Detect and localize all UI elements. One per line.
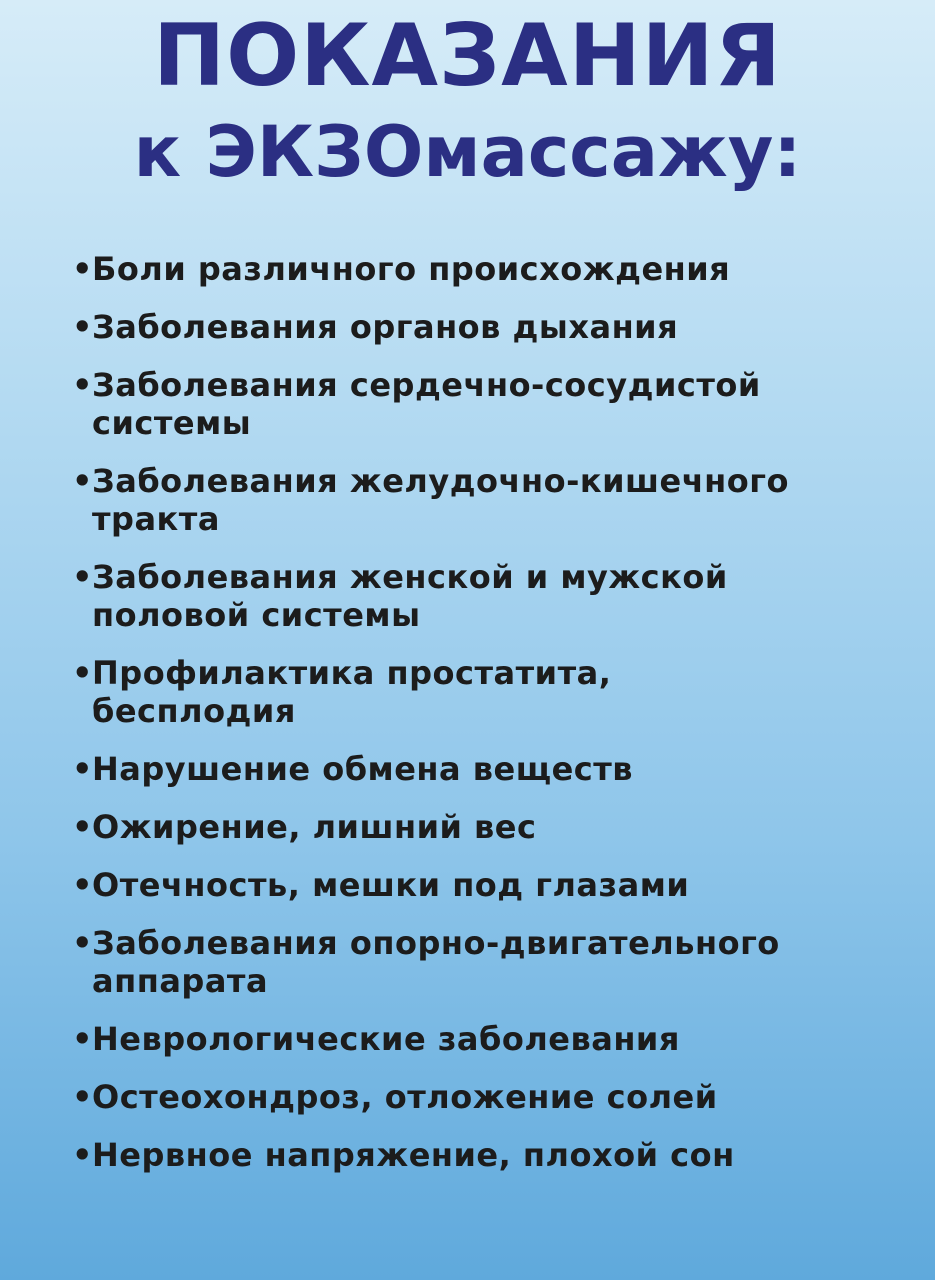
title-subheading: к ЭКЗОмассажу:	[133, 111, 802, 193]
list-item-text: Нарушение обмена веществ	[92, 750, 634, 788]
indications-list	[72, 250, 917, 1194]
list-item-text-continued: половой системы	[92, 596, 421, 634]
list-item	[72, 654, 917, 730]
list-item-text-continued: бесплодия	[92, 692, 296, 730]
bullet-icon: •	[72, 866, 93, 904]
list-item-text: Боли различного происхождения	[92, 250, 731, 288]
list-item	[72, 462, 917, 538]
list-item	[72, 1078, 917, 1116]
list-item-text-continued: тракта	[92, 500, 220, 538]
list-item	[72, 1136, 917, 1174]
list-item-text: Заболевания желудочно-кишечного	[92, 462, 789, 500]
list-item	[72, 808, 917, 846]
list-item	[72, 750, 917, 788]
bullet-icon: •	[72, 750, 93, 788]
list-item	[72, 1020, 917, 1058]
title-heading: ПОКАЗАНИЯ	[153, 6, 782, 106]
bullet-icon: •	[72, 654, 93, 692]
list-item-text: Заболевания опорно-двигательного	[92, 924, 780, 962]
list-item-text: Заболевания женской и мужской	[92, 558, 728, 596]
list-item-text: Заболевания органов дыхания	[92, 308, 679, 346]
bullet-icon: •	[72, 808, 93, 846]
list-item-text: Отечность, мешки под глазами	[92, 866, 690, 904]
bullet-icon: •	[72, 462, 93, 500]
list-item-text: Ожирение, лишний вес	[92, 808, 537, 846]
list-item-text: Остеохондроз, отложение солей	[92, 1078, 718, 1116]
list-item	[72, 866, 917, 904]
list-item	[72, 558, 917, 634]
list-item	[72, 924, 917, 1000]
bullet-icon: •	[72, 1078, 93, 1116]
bullet-icon: •	[72, 250, 93, 288]
bullet-icon: •	[72, 1020, 93, 1058]
title-block	[0, 8, 935, 194]
list-item-text: Профилактика простатита,	[92, 654, 612, 692]
list-item-text: Нервное напряжение, плохой сон	[92, 1136, 735, 1174]
bullet-icon: •	[72, 308, 93, 346]
list-item-text: Заболевания сердечно-сосудистой	[92, 366, 761, 404]
list-item	[72, 366, 917, 442]
bullet-icon: •	[72, 558, 93, 596]
list-item	[72, 308, 917, 346]
list-item-text: Неврологические заболевания	[92, 1020, 680, 1058]
list-item	[72, 250, 917, 288]
bullet-icon: •	[72, 924, 93, 962]
list-item-text-continued: аппарата	[92, 962, 269, 1000]
list-item-text-continued: системы	[92, 404, 252, 442]
bullet-icon: •	[72, 1136, 93, 1174]
bullet-icon: •	[72, 366, 93, 404]
